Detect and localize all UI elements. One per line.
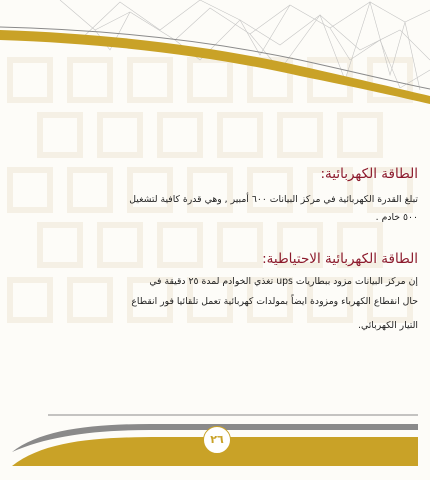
- section-heading-power: الطاقة الكهربائية:: [320, 166, 418, 182]
- paragraph-line: حال انقطاع الكهرباء ومزودة ايضاً بمولدات كهربائية تعمل تلقائيا فور انقطاع: [131, 296, 418, 307]
- top-gold-band: [0, 30, 430, 104]
- paragraph-line: إن مركز البيانات مزود ببطاريات ups تغذي الخوادم لمدة ٢٥ دقيقة في: [149, 276, 418, 287]
- section-heading-backup-power: الطاقة الكهربائية الاحتياطية:: [262, 251, 418, 267]
- paragraph-line: تبلغ القدرة الكهربائية في مركز البيانات ٦٠٠ أمبير , وهي قدرة كافية لتشغيل: [129, 194, 418, 205]
- page-number: ٢٦: [203, 426, 231, 454]
- paragraph-line: ٥٠٠ خادم .: [375, 212, 418, 223]
- paragraph-line: التيار الكهربائي.: [358, 320, 418, 331]
